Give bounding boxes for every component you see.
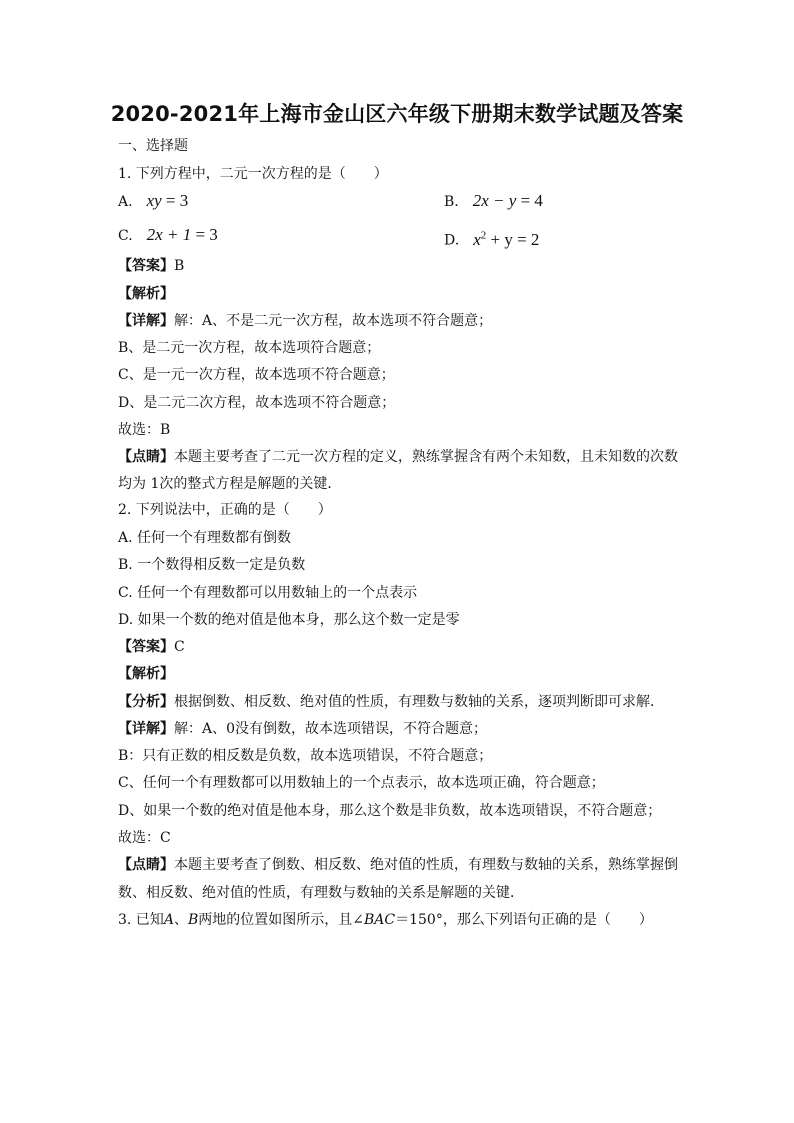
comment-tag: 【点睛】 bbox=[118, 449, 174, 465]
math-exponent: 2 bbox=[480, 229, 487, 241]
q2-fenxi bbox=[118, 692, 664, 712]
q1-analysis-heading bbox=[118, 284, 174, 304]
answer-value: C bbox=[174, 639, 185, 655]
option-math bbox=[147, 191, 189, 210]
q2-line: C、任何一个有理数都可以用数轴上的一个点表示，故本选项正确，符合题意； bbox=[118, 775, 605, 791]
answer-value: B bbox=[174, 258, 185, 274]
q3-sep: 、 bbox=[173, 912, 188, 928]
q1-detail bbox=[118, 311, 492, 331]
q2-line: B：只有正数的相反数是负数，故本选项错误，不符合题意； bbox=[118, 748, 493, 764]
page-title: 2020-2021年上海市金山区六年级下册期末数学试题及答案 bbox=[110, 102, 684, 126]
comment-text: 本题主要考查了二元一次方程的定义，熟练掌握含有两个未知数，且未知数的次数 bbox=[174, 449, 678, 465]
q1-line: D、是二元二次方程，故本选项不符合题意； bbox=[118, 395, 396, 411]
q2-line: D、如果一个数的绝对值是他本身，那么这个数是非负数，故本选项错误，不符合题意； bbox=[118, 803, 662, 819]
math-rest: = 4 bbox=[516, 191, 543, 210]
q2-answer bbox=[118, 637, 185, 657]
math-var: 2x + 1 bbox=[146, 225, 192, 244]
q1-comment bbox=[118, 447, 678, 467]
comment-text: 本题主要考查了倒数、相反数、绝对值的性质，有理数与数轴的关系，熟练掌握倒 bbox=[174, 857, 678, 873]
math-rest: = 3 bbox=[161, 191, 189, 210]
q2-stem: 2. 下列说法中，正确的是（ ） bbox=[118, 502, 332, 518]
math-var: x bbox=[473, 229, 481, 249]
q1-line: B、是二元一次方程，故本选项符合题意； bbox=[118, 340, 381, 356]
math-rest: = 3 bbox=[191, 225, 218, 244]
option-math bbox=[473, 191, 543, 210]
q1-stem: 1. 下列方程中，二元一次方程的是（ ） bbox=[118, 166, 388, 182]
option-letter: D. bbox=[444, 232, 460, 249]
q2-option-c: C. 任何一个有理数都可以用数轴上的一个点表示 bbox=[118, 585, 418, 601]
q1-comment-cont: 均为 1次的整式方程是解题的关键． bbox=[118, 476, 342, 492]
option-letter: C. bbox=[118, 228, 133, 244]
comment-tag: 【点睛】 bbox=[118, 857, 174, 873]
q3-post: ＝150°，那么下列语句正确的是（ ） bbox=[395, 912, 653, 928]
math-var: xy bbox=[146, 191, 162, 210]
analysis-tag: 【解析】 bbox=[118, 666, 174, 682]
q1-option-b bbox=[444, 191, 543, 212]
q2-comment bbox=[118, 855, 678, 875]
q2-analysis-heading bbox=[118, 664, 174, 684]
fenxi-text: 根据倒数、相反数、绝对值的性质，有理数与数轴的关系，逐项判断即可求解． bbox=[174, 694, 664, 710]
q1-option-a bbox=[118, 191, 188, 212]
detail-tag: 【详解】 bbox=[118, 721, 174, 737]
answer-tag: 【答案】 bbox=[118, 639, 174, 655]
detail-text: 解：A、0没有倒数，故本选项错误，不符合题意； bbox=[174, 721, 488, 737]
q1-option-c bbox=[118, 225, 218, 246]
q2-comment-cont: 数、相反数、绝对值的性质，有理数与数轴的关系是解题的关键． bbox=[118, 885, 524, 901]
answer-tag: 【答案】 bbox=[118, 258, 174, 274]
fenxi-tag: 【分析】 bbox=[118, 694, 174, 710]
math-rest: + y = 2 bbox=[486, 229, 540, 249]
q3-stem bbox=[118, 910, 653, 930]
detail-text: 解：A、不是二元一次方程，故本选项不符合题意； bbox=[174, 313, 493, 329]
q2-detail bbox=[118, 719, 487, 739]
q3-pre: 3. 已知 bbox=[118, 912, 164, 928]
option-math bbox=[147, 225, 218, 244]
point-a: A bbox=[163, 912, 174, 928]
q3-mid: 两地的位置如图所示，且∠ bbox=[198, 912, 364, 928]
angle-name: BAC bbox=[363, 912, 396, 928]
section-heading: 一、选择题 bbox=[118, 138, 188, 154]
q1-option-d bbox=[444, 225, 539, 251]
option-letter: B. bbox=[444, 194, 459, 210]
q2-option-a: A. 任何一个有理数都有倒数 bbox=[118, 530, 292, 546]
detail-tag: 【详解】 bbox=[118, 313, 174, 329]
math-var: 2x − y bbox=[472, 191, 517, 210]
q2-option-b: B. 一个数得相反数一定是负数 bbox=[118, 557, 306, 573]
q2-option-d: D. 如果一个数的绝对值是他本身，那么这个数一定是零 bbox=[118, 612, 460, 628]
q2-line: 故选：C bbox=[118, 830, 171, 846]
q1-line: 故选：B bbox=[118, 422, 171, 438]
option-math bbox=[473, 230, 539, 249]
q1-answer bbox=[118, 256, 184, 276]
analysis-tag: 【解析】 bbox=[118, 286, 174, 302]
point-b: B bbox=[187, 912, 199, 928]
option-letter: A. bbox=[118, 194, 133, 210]
q1-line: C、是一元一次方程，故本选项不符合题意； bbox=[118, 367, 395, 383]
